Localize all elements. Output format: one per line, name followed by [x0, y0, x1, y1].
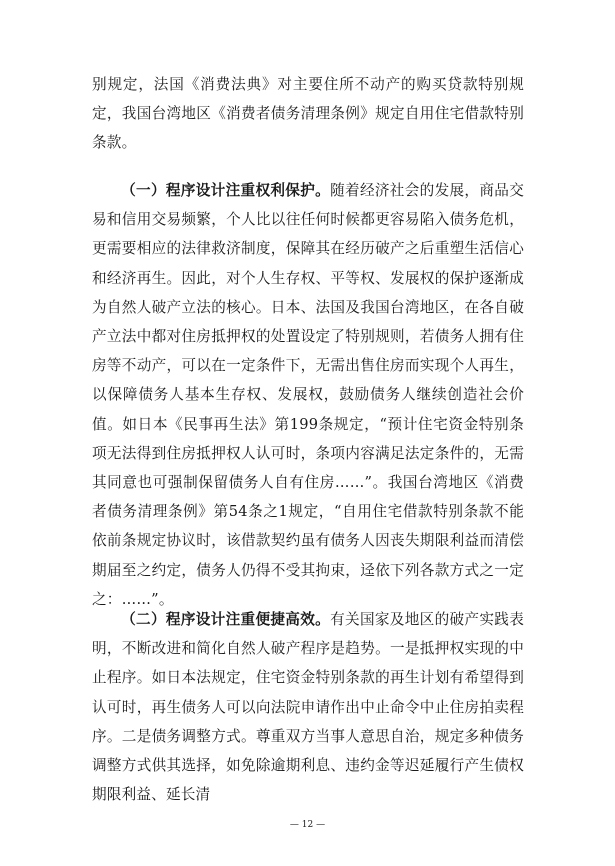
paragraph-text: 有关国家及地区的破产实践表明，不断改进和简化自然人破产程序是趋势。一是抵押权实现的中止程序。如日本法规定，住宅资金特别条款的再生计划有希望得到认可时，再生债务人可以向法院申请作出中止命令中止住房拍卖程序。二是债务调整方式。尊重双方当事人意思自治，规定多种债务调整方式供其选择，如免除逾期利息、违约金等迟延履行产生债权期限利益、延长清	[92, 611, 524, 804]
paragraph-continued	[92, 70, 524, 158]
paragraph-efficiency	[92, 605, 524, 809]
paragraph-rights-protection	[92, 176, 524, 614]
section-heading: （一）程序设计注重权利保护。	[121, 182, 331, 199]
paragraph-text: 随着经济社会的发展，商品交易和信用交易频繁，个人比以往任何时候都更容易陷入债务危机，更需要相应的法律救济制度，保障其在经历破产之后重塑生活信心和经济再生。因此，对个人生存权、平等权、发展权的保护逐渐成为自然人破产立法的核心。日本、法国及我国台湾地区，在各自破产立法中都对住房抵押权的处置设定了特别规则，若债务人拥有住房等不动产，可以在一定条件下，无需出售住房而实现个人再生，以保障债务人基本生存权、发展权，鼓励债务人继续创造社会价值。如日本《民事再生法》第199条规定，“预计住宅资金特别条项无法得到住房抵押权人认可时，条项内容满足法定条件的，无需其同意也可强制保留债务人自有住房……”。我国台湾地区《消费者债务清理条例》第54条之1规定，“自用住宅借款特别条款不能依前条规定协议时，该借款契约虽有债务人因丧失期限利益而清偿期届至之约定，债务人仍得不受其拘束，迳依下列各款方式之一定之：……”。	[92, 182, 524, 608]
section-heading: （二）程序设计注重便捷高效。	[121, 611, 331, 628]
page-number: — 12 —	[289, 820, 326, 830]
paragraph-text: 别规定，法国《消费法典》对主要住所不动产的购买贷款特别规定，我国台湾地区《消费者债务清理条例》规定自用住宅借款特别条款。	[92, 76, 524, 152]
